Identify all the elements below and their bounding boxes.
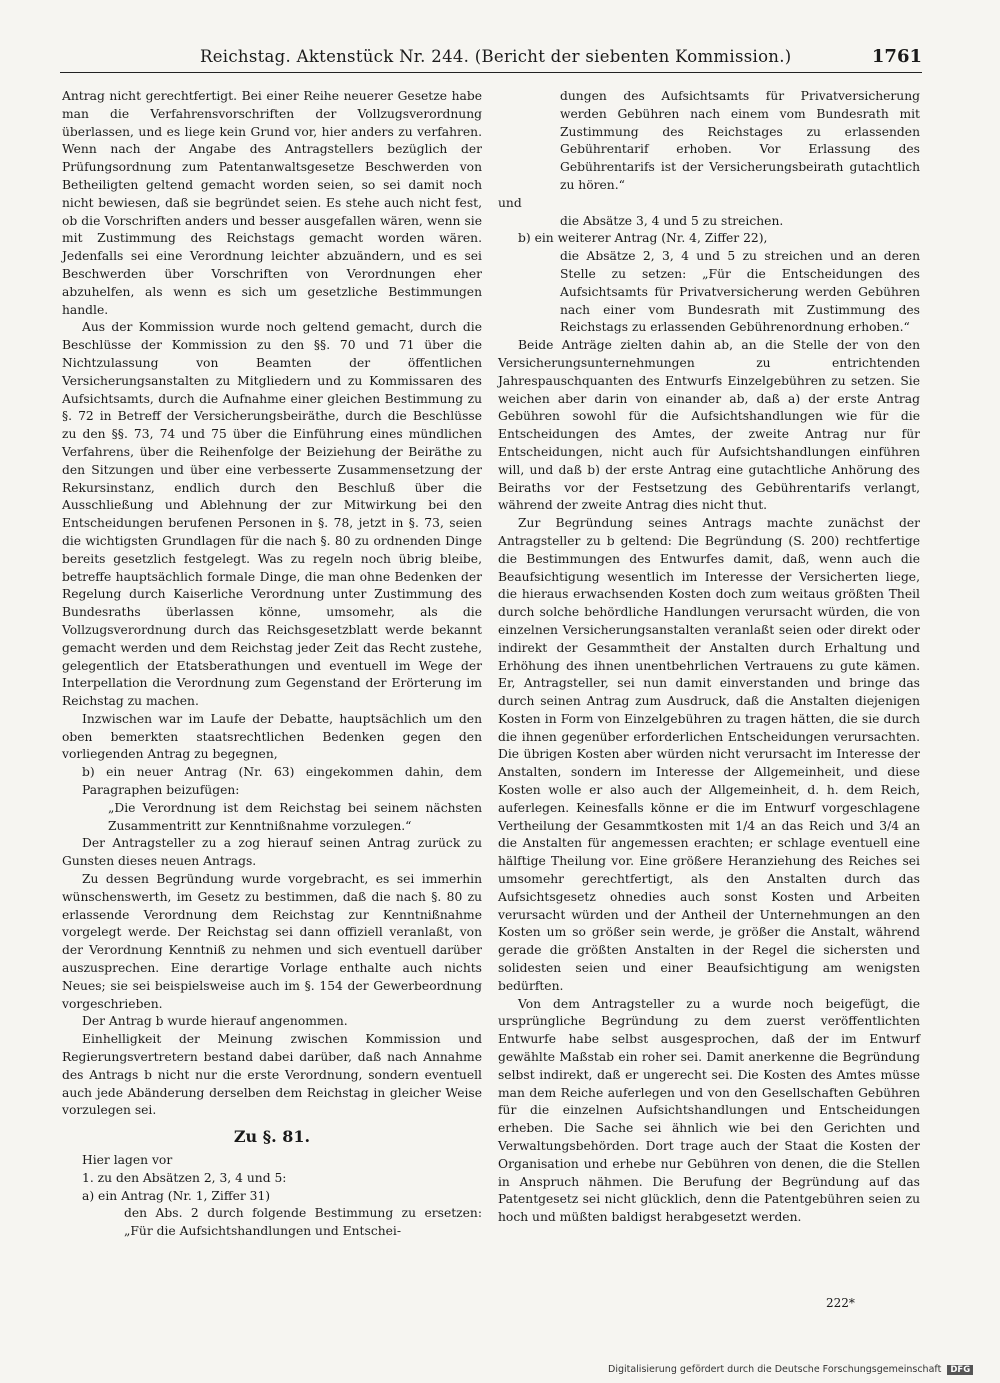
paragraph: Beide Anträge zielten dahin ab, an die Stelle der von den Versicherungsunternehmungen zu entrichtenden Jahrespauschquanten des Entwurfs Einzelgebühren zu setzen. Sie weichen aber darin von einander ab, daß a) der erste Antrag Gebühren sowohl für die Aufsichtshandlungen wie für die Entscheidungen des Amtes, der zweite Antrag nur für Entscheidungen, nicht auch für Aufsichtshandlungen einführen will, und daß b) der erste Antrag eine gutachtliche Anhörung des Beiraths vor der Festsetzung des Gebührentarifs verlangt, während der zweite Antrag dies nicht thut. bbox=[498, 338, 920, 513]
list-item: b) ein neuer Antrag (Nr. 63) eingekommen dahin, dem Paragraphen beizufügen: bbox=[82, 765, 482, 798]
footer bbox=[608, 1364, 973, 1375]
right-column bbox=[498, 88, 920, 1227]
quoted-text: die Absätze 2, 3, 4 und 5 zu streichen und an deren Stelle zu setzen: „Für die Entscheidungen des Aufsichtsamts für Privatversicherung werden Gebühren nach einer vom Bundesrath mit Zustimmung des Reichstags zu erlassenden Gebührenordnung erhoben.“ bbox=[560, 249, 920, 335]
paragraph: Inzwischen war im Laufe der Debatte, hauptsächlich um den oben bemerkten staatsrechtlichen Bedenken gegen den vorliegenden Antrag zu begegnen, bbox=[62, 711, 482, 762]
paragraph: und bbox=[498, 195, 522, 210]
header-title: Reichstag. Aktenstück Nr. 244. (Bericht der siebenten Kommission.) bbox=[200, 47, 792, 66]
list-item: a) ein Antrag (Nr. 1, Ziffer 31) bbox=[82, 1188, 271, 1203]
list-item: die Absätze 3, 4 und 5 zu streichen. bbox=[560, 213, 784, 228]
quoted-text: „Die Verordnung ist dem Reichstag bei seinem nächsten Zusammentritt zur Kenntnißnahme vorzulegen.“ bbox=[108, 800, 482, 833]
paragraph: Aus der Kommission wurde noch geltend gemacht, durch die Beschlüsse der Kommission zu den §§. 70 und 71 über die Nichtzulassung von Beamten der öffentlichen Versicherungsanstalten zu Mitgliedern und zu Kommissaren des Aufsichtsamts, durch die Aufnahme einer gleichen Bestimmung zu §. 72 in Betreff der Versicherungsbeiräthe, durch die Beschlüsse zu den §§. 73, 74 und 75 über die Einführung eines mündlichen Verfahrens, über die Reihenfolge der Beiziehung der Beiräthe zu den Sitzungen und über eine verbesserte Zusammensetzung der Rekursinstanz, endlich durch den Beschluß über die Ausschließung und Ablehnung der zur Mitwirkung bei den Entscheidungen berufenen Personen in §. 78, jetzt in §. 73, seien die wichtigsten Grundlagen für die nach §. 80 zu ordnenden Dinge bereits gesetzlich festgelegt. Was zu regeln noch übrig bleibe, betreffe hauptsächlich formale Dinge, die man ohne Bedenken der Regelung durch Kaiserliche Verordnung unter Zustimmung des Bundesraths überlassen könne, umsomehr, als die Vollzugsverordnung durch das Reichsgesetzblatt werde bekannt gemacht werden und dem Reichstag jeder Zeit das Recht zustehe, gelegentlich der Etatsberathungen und eventuell im Wege der Interpellation die Verordnung zum Gegenstand der Erörterung im Reichstag zu machen. bbox=[62, 320, 482, 709]
left-column bbox=[62, 88, 482, 1241]
paragraph: Antrag nicht gerechtfertigt. Bei einer Reihe neuerer Gesetze habe man die Verfahrensvorschriften der Vollzugsverordnung überlassen, und es liege kein Grund vor, hier anders zu verfahren. Wenn nach der Angabe des Antragstellers bezüglich der Prüfungsordnung zum Patentanwaltsgesetze Beschwerden von Betheiligten geltend gemacht worden seien, so sei damit noch nicht bewiesen, daß sie begründet seien. Es stehe auch nicht fest, ob die Vorschriften anders und besser ausgefallen wären, wenn sie mit Zustimmung des Reichstags gemacht worden wären. Jedenfalls sei eine Verordnung leichter abzuändern, und es sei Beschwerden über Vorschriften von Verordnungen eher abzuhelfen, als wenn es sich um gesetzliche Bestimmungen handle. bbox=[62, 89, 482, 317]
dfg-logo: DFG bbox=[947, 1365, 973, 1375]
signature-mark: 222* bbox=[826, 1296, 855, 1310]
footer-text: Digitalisierung gefördert durch die Deutsche Forschungsgemeinschaft bbox=[608, 1364, 942, 1375]
paragraph: Zu dessen Begründung wurde vorgebracht, es sei immerhin wünschenswerth, im Gesetz zu bestimmen, daß die nach §. 80 zu erlassende Verordnung dem Reichstag zur Kenntnißnahme vorgelegt werde. Der Reichstag sei dann offiziell veranlaßt, von der Verordnung Kenntniß zu nehmen und sich eventuell darüber auszusprechen. Eine derartige Vorlage enthalte auch nichts Neues; sie sei beispielsweise auch im §. 154 der Gewerbeordnung vorgeschrieben. bbox=[62, 872, 482, 1011]
paragraph: Hier lagen vor bbox=[82, 1153, 173, 1168]
list-item: b) ein weiterer Antrag (Nr. 4, Ziffer 22), bbox=[518, 231, 768, 246]
paragraph: Von dem Antragsteller zu a wurde noch beigefügt, die ursprüngliche Begründung zu dem zuerst veröffentlichten Entwurfe habe selbst ausgesprochen, daß der im Entwurf gewählte Maßstab ein roher sei. Damit anerkenne die Begründung selbst indirekt, daß er ungerecht sei. Die Kosten des Amtes müsse man dem Reiche auferlegen und von den Gesellschaften Gebühren für die einzelnen Aufsichtshandlungen und Entscheidungen erheben. Die Sache sei ähnlich wie bei den Gerichten und Verwaltungsbehörden. Dort trage auch der Staat die Kosten der Organisation und erhebe nur Gebühren von denen, die die Stellen in Anspruch nähmen. Die Berufung der Begründung auf das Patentgesetz sei nicht glücklich, denn die Patentgebühren seien zu hoch und müßten baldigst herabgesetzt werden. bbox=[498, 996, 920, 1225]
paragraph: Zur Begründung seines Antrags machte zunächst der Antragsteller zu b geltend: Die Begründung (S. 200) rechtfertige die Bestimmungen des Entwurfes damit, daß, wenn auch die Beaufsichtigung wesentlich im Interesse der Versicherten liege, die hieraus erwachsenden Kosten doch zum weitaus größten Theil durch solche behördliche Handlungen verursacht würden, die von einzelnen Versicherungsanstalten veranlaßt seien oder direkt oder indirekt der Gesammtheit der Anstalten durch Erhaltung und Erhöhung des ihnen unentbehrlichen Vertrauens zu gute kämen. Er, Antragsteller, sei nun damit einverstanden und bringe das durch seinen Antrag zum Ausdruck, daß die Anstalten diejenigen Kosten in Form von Einzelgebühren zu tragen hätten, die sie durch die ihnen gegenüber erforderlichen Entscheidungen verursachten. Die übrigen Kosten aber würden nicht verursacht im Interesse der Anstalten, sondern im Interesse der Allgemeinheit, und diese Kosten wolle er also auch der Allgemeinheit, d. h. dem Reich, auferlegen. Keinesfalls könne er die im Entwurf vorgeschlagene Vertheilung der Gesammtkosten mit 1/4 an das Reich und 3/4 an die Anstalten für angemessen erachten; er schlage eventuell eine hälftige Theilung vor. Eine größere Heranziehung des Reiches sei umsomehr gerechtfertigt, als den Anstalten durch das Aufsichtsgesetz ohnedies auch sonst Kosten und Arbeiten verursacht würden und der Antheil der Unternehmungen an den Kosten um so größer sein werde, je größer die Anstalt, während gerade die größten Anstalten in der Regel die sichersten und solidesten seien und einer Beaufsichtigung am wenigsten bedürften. bbox=[498, 516, 920, 993]
paragraph: Der Antragsteller zu a zog hierauf seinen Antrag zurück zu Gunsten dieses neuen Antrags. bbox=[62, 836, 482, 869]
paragraph: Einhelligkeit der Meinung zwischen Kommission und Regierungsvertretern bestand dabei darüber, daß nach Annahme des Antrags b nicht nur die erste Verordnung, sondern eventuell auch jede Abänderung derselben dem Reichstag in gleicher Weise vorzulegen sei. bbox=[62, 1032, 482, 1118]
paragraph: Der Antrag b wurde hierauf angenommen. bbox=[82, 1014, 348, 1029]
page-number: 1761 bbox=[871, 46, 922, 67]
quoted-text: dungen des Aufsichtsamts für Privatversicherung werden Gebühren nach einem vom Bundesrath mit Zustimmung des Reichstages zu erlassenden Gebührentarif erhoben. Vor Erlassung des Gebührentarifs ist der Versicherungsbeirath gutachtlich zu hören.“ bbox=[560, 89, 920, 192]
page-header bbox=[60, 46, 922, 73]
quoted-text: den Abs. 2 durch folgende Bestimmung zu ersetzen: „Für die Aufsichtshandlungen und Entschei- bbox=[124, 1206, 482, 1239]
list-item: 1. zu den Absätzen 2, 3, 4 und 5: bbox=[82, 1170, 287, 1185]
section-heading: Zu §. 81. bbox=[233, 1127, 311, 1147]
